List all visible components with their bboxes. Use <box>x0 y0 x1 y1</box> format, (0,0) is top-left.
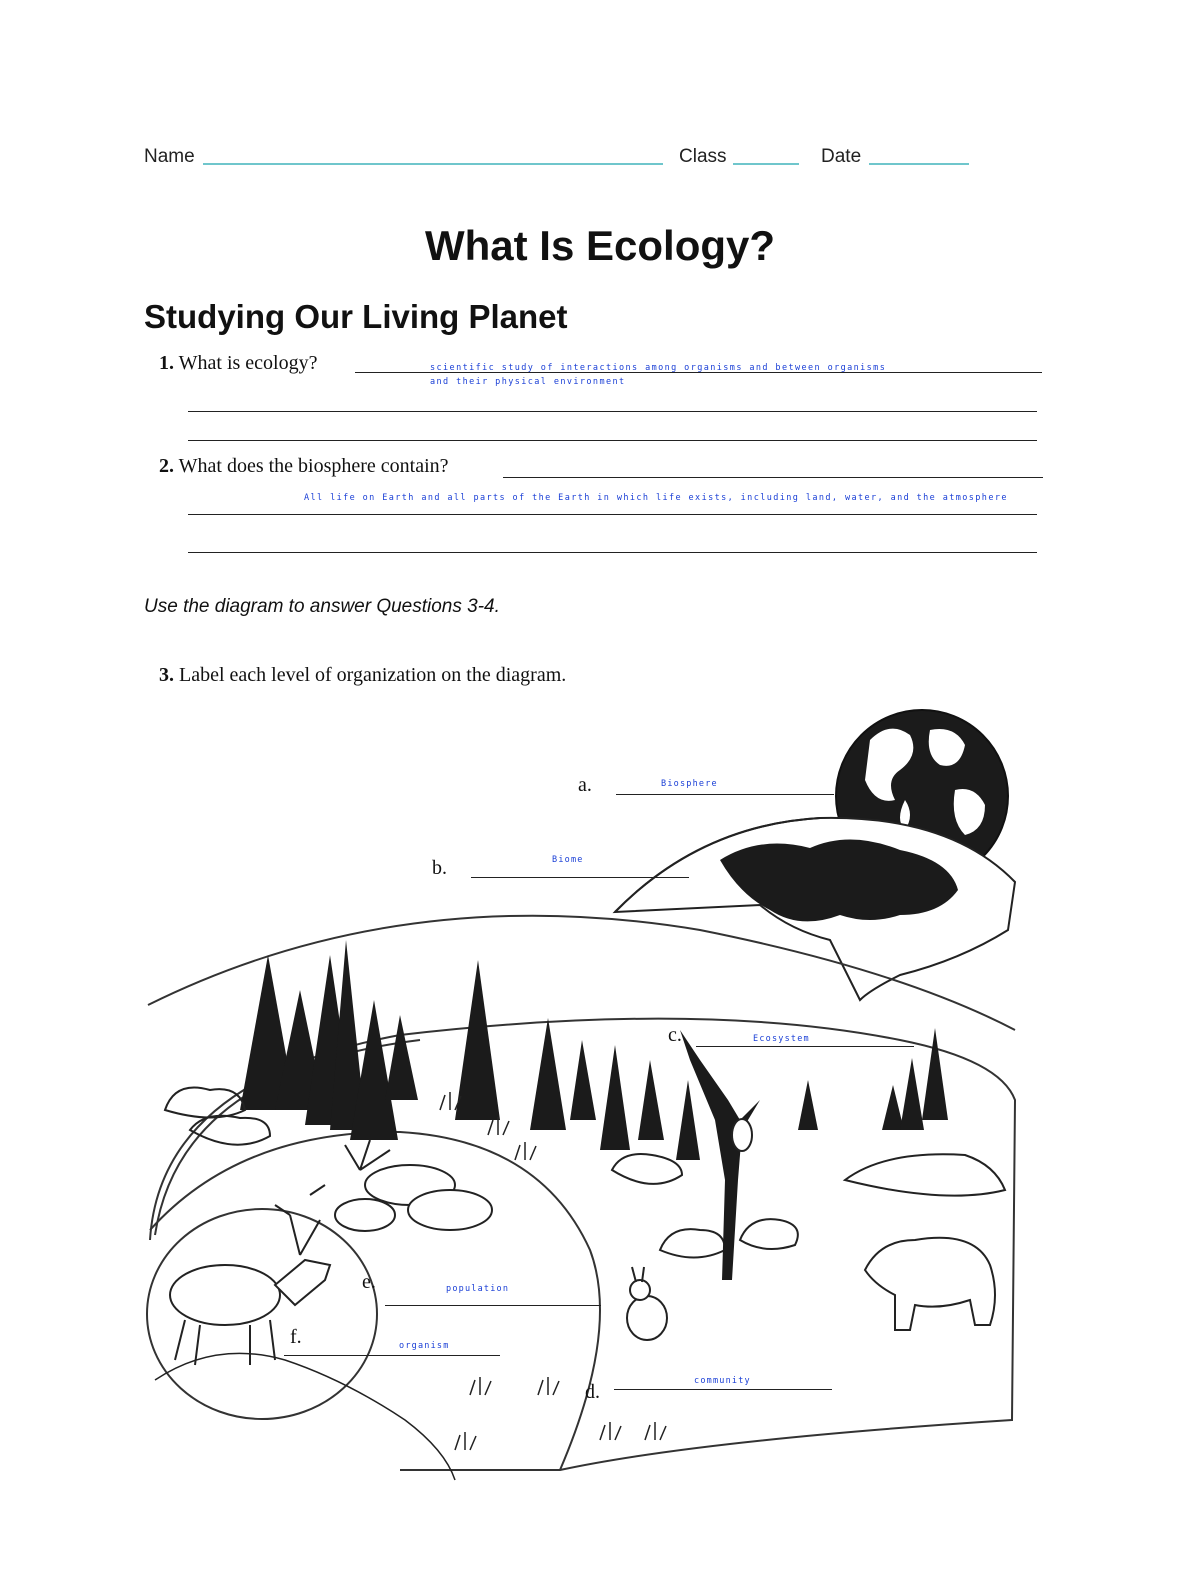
diagram-label-b-letter: b. <box>432 857 447 879</box>
diagram-label-c-letter: c. <box>668 1024 682 1046</box>
diagram-label-d-letter: d. <box>585 1381 600 1403</box>
diagram-label-a-letter: a. <box>578 774 592 796</box>
diagram-label-d-line[interactable] <box>614 1389 832 1390</box>
diagram-label-c-answer: Ecosystem <box>753 1034 810 1044</box>
diagram-label-c-line[interactable] <box>696 1046 914 1047</box>
question-3-text: Label each level of organization on the diagram. <box>179 664 567 686</box>
bear-illustration <box>865 1238 995 1330</box>
diagram-label-e-answer: population <box>446 1284 510 1294</box>
diagram-label-b-line[interactable] <box>471 877 689 878</box>
diagram-label-f-line[interactable] <box>284 1355 500 1356</box>
question-2-number: 2. <box>159 455 174 477</box>
elk-organism-illustration <box>170 1185 330 1365</box>
rabbit-illustration <box>627 1267 667 1340</box>
diagram-label-e-letter: e. <box>362 1271 376 1293</box>
question-2-text: What does the biosphere contain? <box>178 455 449 477</box>
page-title: What Is Ecology? <box>424 222 776 269</box>
class-label: Class <box>679 146 727 167</box>
question-1-number: 1. <box>159 352 174 374</box>
name-label: Name <box>144 146 195 167</box>
biome-continent-illustration <box>615 818 1015 1000</box>
diagram-label-b-answer: Biome <box>552 855 584 865</box>
diagram-label-f-letter: f. <box>290 1326 302 1348</box>
diagram-label-a-line[interactable] <box>616 794 834 795</box>
conifer-trees-illustration <box>240 940 948 1160</box>
section-title: Studying Our Living Planet <box>144 298 568 335</box>
diagram-label-a-answer: Biosphere <box>661 779 718 789</box>
date-label: Date <box>821 146 862 167</box>
question-1-text: What is ecology? <box>178 352 318 374</box>
answer-1-text-2: and their physical environment <box>430 377 626 387</box>
elk-herd-illustration <box>335 1140 492 1231</box>
diagram-label-e-line[interactable] <box>385 1305 601 1306</box>
diagram-label-f-answer: organism <box>399 1341 450 1351</box>
diagram-label-d-answer: community <box>694 1376 751 1386</box>
question-3-number: 3. <box>159 664 174 686</box>
owl-illustration <box>732 1119 752 1151</box>
answer-2-text: All life on Earth and all parts of the Earth in which life exists, including land, water, and the atmosphere <box>304 493 1008 503</box>
answer-1-text-1: scientific study of interactions among organisms and between organisms <box>430 363 887 373</box>
instruction-text: Use the diagram to answer Questions 3-4. <box>144 596 500 617</box>
